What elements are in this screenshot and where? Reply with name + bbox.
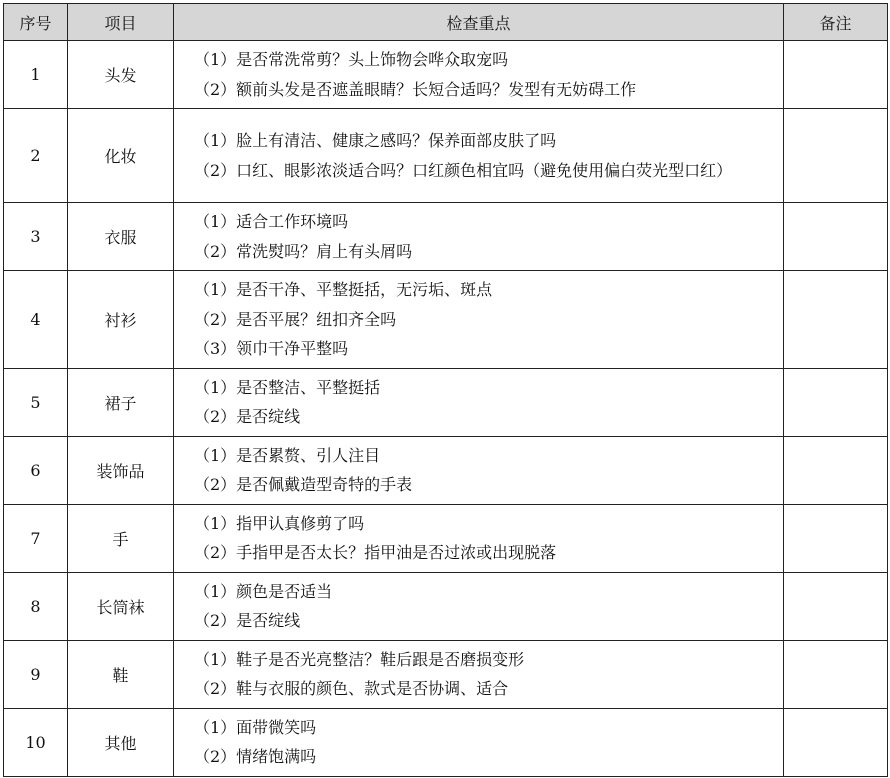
row-points	[174, 368, 784, 436]
point-line: （2）手指甲是否太长？指甲油是否过浓或出现脱落	[194, 543, 557, 562]
row-no: 3	[4, 203, 68, 271]
point-line: （1）适合工作环境吗	[194, 212, 349, 231]
point-line: （1）是否累赘、引人注目	[194, 445, 381, 465]
table-row	[4, 708, 888, 776]
point-line: （2）鞋与衣服的颜色、款式是否协调、适合	[194, 679, 509, 698]
table-row	[4, 203, 888, 271]
row-points	[174, 436, 784, 504]
point-line: （1）是否干净、平整挺括，无污垢、斑点	[194, 280, 493, 299]
table-row	[4, 41, 888, 109]
table-row	[4, 504, 888, 572]
row-no: 10	[4, 708, 68, 776]
header-remark: 备注	[784, 4, 888, 41]
header-row	[4, 4, 888, 41]
row-item: 装饰品	[68, 436, 174, 504]
point-line: （2）是否平展？纽扣齐全吗	[194, 309, 397, 329]
row-points	[174, 203, 784, 271]
row-points	[174, 504, 784, 572]
table-row	[4, 640, 888, 708]
point-line: （2）是否绽线	[194, 611, 301, 630]
point-line: （2）情绪饱满吗	[194, 747, 317, 766]
point-line: （1）是否整洁、平整挺括	[194, 377, 381, 397]
point-line: （1）指甲认真修剪了吗	[194, 513, 365, 533]
row-points	[174, 41, 784, 109]
table-row	[4, 271, 888, 369]
row-points	[174, 572, 784, 640]
row-item: 头发	[68, 41, 174, 109]
row-no: 9	[4, 640, 68, 708]
point-line: （2）是否绽线	[194, 407, 301, 426]
row-points	[174, 271, 784, 369]
point-line: （1）脸上有清洁、健康之感吗？保养面部皮肤了吗	[194, 131, 557, 150]
row-remark	[784, 41, 888, 109]
table-row	[4, 368, 888, 436]
row-no: 6	[4, 436, 68, 504]
row-remark	[784, 271, 888, 369]
header-no: 序号	[4, 4, 68, 41]
row-remark	[784, 640, 888, 708]
row-item: 化妆	[68, 109, 174, 203]
row-item: 衣服	[68, 203, 174, 271]
point-line: （2）是否佩戴造型奇特的手表	[194, 475, 413, 494]
row-points	[174, 640, 784, 708]
header-item: 项目	[68, 4, 174, 41]
row-item: 裙子	[68, 368, 174, 436]
row-no: 7	[4, 504, 68, 572]
row-remark	[784, 368, 888, 436]
point-line: （3）领巾干净平整吗	[194, 339, 349, 358]
row-item: 衬衫	[68, 271, 174, 369]
row-points	[174, 109, 784, 203]
point-line: （2）口红、眼影浓淡适合吗？口红颜色相宜吗（避免使用偏白荧光型口红）	[194, 160, 733, 180]
row-item: 鞋	[68, 640, 174, 708]
row-no: 4	[4, 271, 68, 369]
row-no: 8	[4, 572, 68, 640]
row-item: 其他	[68, 708, 174, 776]
row-remark	[784, 109, 888, 203]
table-row	[4, 572, 888, 640]
row-no: 5	[4, 368, 68, 436]
row-remark	[784, 504, 888, 572]
row-remark	[784, 436, 888, 504]
point-line: （2）额前头发是否遮盖眼睛？长短合适吗？发型有无妨碍工作	[194, 79, 637, 99]
table-row	[4, 436, 888, 504]
inspection-table	[3, 3, 888, 777]
row-remark	[784, 708, 888, 776]
row-remark	[784, 572, 888, 640]
row-item: 长筒袜	[68, 572, 174, 640]
row-remark	[784, 203, 888, 271]
point-line: （1）面带微笑吗	[194, 717, 317, 737]
point-line: （1）是否常洗常剪？头上饰物会哗众取宠吗	[194, 50, 509, 69]
point-line: （2）常洗熨吗？肩上有头屑吗	[194, 241, 413, 261]
row-no: 1	[4, 41, 68, 109]
table-row	[4, 109, 888, 203]
row-item: 手	[68, 504, 174, 572]
row-points	[174, 708, 784, 776]
row-no: 2	[4, 109, 68, 203]
point-line: （1）鞋子是否光亮整洁？鞋后跟是否磨损变形	[194, 649, 525, 669]
point-line: （1）颜色是否适当	[194, 581, 333, 601]
header-points: 检查重点	[174, 4, 784, 41]
